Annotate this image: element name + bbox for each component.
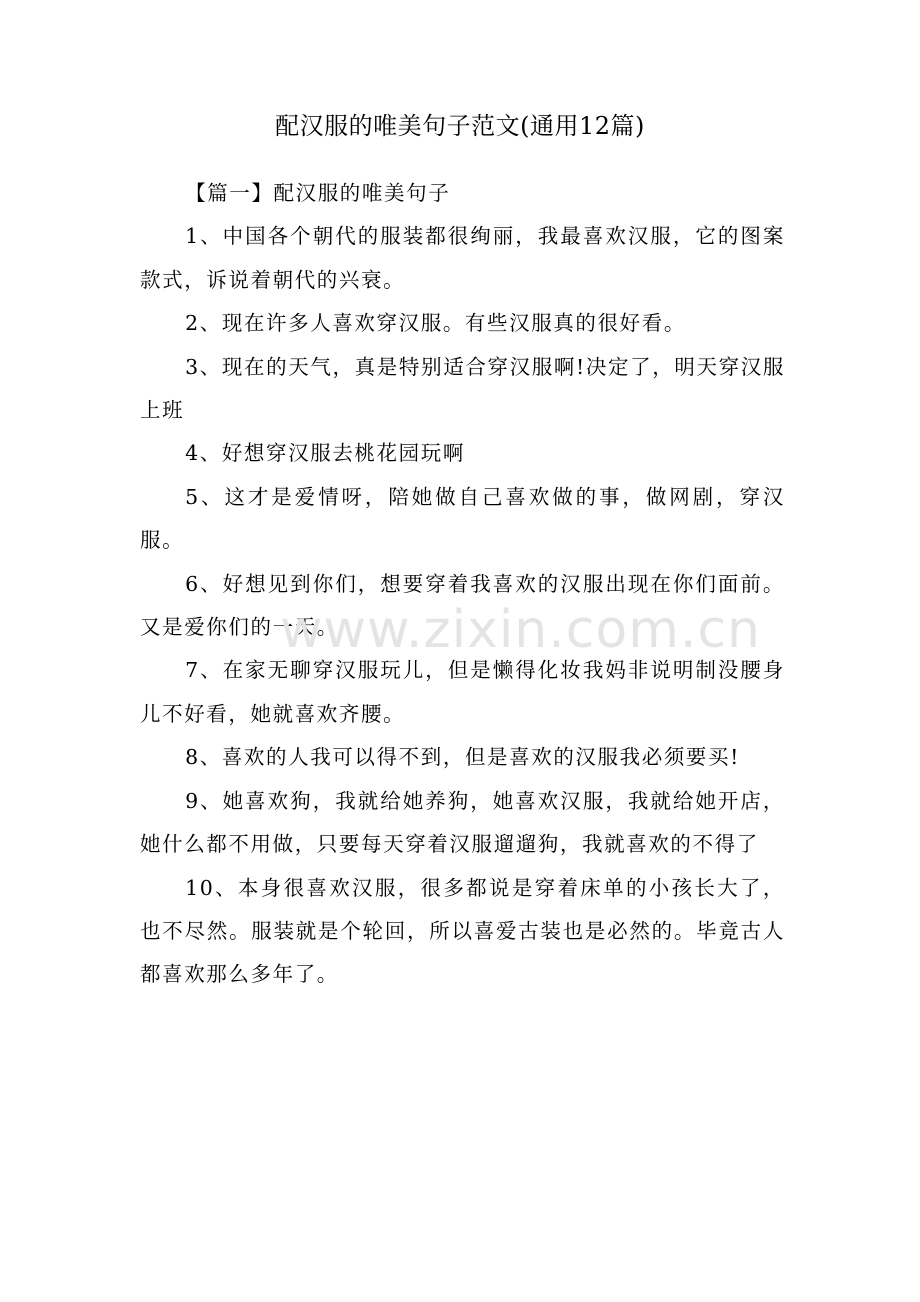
paragraph-10: 10、本身很喜欢汉服，很多都说是穿着床单的小孩长大了，也不尽然。服装就是个轮回，所以喜爱古装也是必然的。毕竟古人都喜欢那么多年了。 [140, 875, 785, 987]
paragraph-7: 7、在家无聊穿汉服玩儿，但是懒得化妆我妈非说明制没腰身儿不好看，她就喜欢齐腰。 [140, 658, 785, 726]
paragraph-6: 6、好想见到你们，想要穿着我喜欢的汉服出现在你们面前。又是爱你们的一天。 [140, 571, 785, 640]
document-body [140, 172, 785, 997]
paragraph-1: 1、中国各个朝代的服装都很绚丽，我最喜欢汉服，它的图案款式，诉说着朝代的兴衰。 [140, 224, 785, 292]
paragraph-5: 5、这才是爱情呀，陪她做自己喜欢做的事，做网剧，穿汉服。 [140, 484, 785, 553]
section-heading: 【篇一】配汉服的唯美句子 [185, 181, 451, 205]
paragraph-4: 4、好想穿汉服去桃花园玩啊 [185, 441, 465, 466]
watermark: www.zixin.com.cn [280, 600, 761, 660]
paragraph-3: 3、现在的天气，真是特别适合穿汉服啊!决定了，明天穿汉服上班 [140, 354, 785, 423]
paragraph-8: 8、喜欢的人我可以得不到，但是喜欢的汉服我必须要买! [185, 745, 740, 770]
document-title: 配汉服的唯美句子范文(通用12篇) [275, 112, 645, 140]
paragraph-9: 9、她喜欢狗，我就给她养狗，她喜欢汉服，我就给她开店，她什么都不用做，只要每天穿着汉服遛遛狗，我就喜欢的不得了 [140, 788, 785, 857]
paragraph-2: 2、现在许多人喜欢穿汉服。有些汉服真的很好看。 [185, 311, 686, 336]
